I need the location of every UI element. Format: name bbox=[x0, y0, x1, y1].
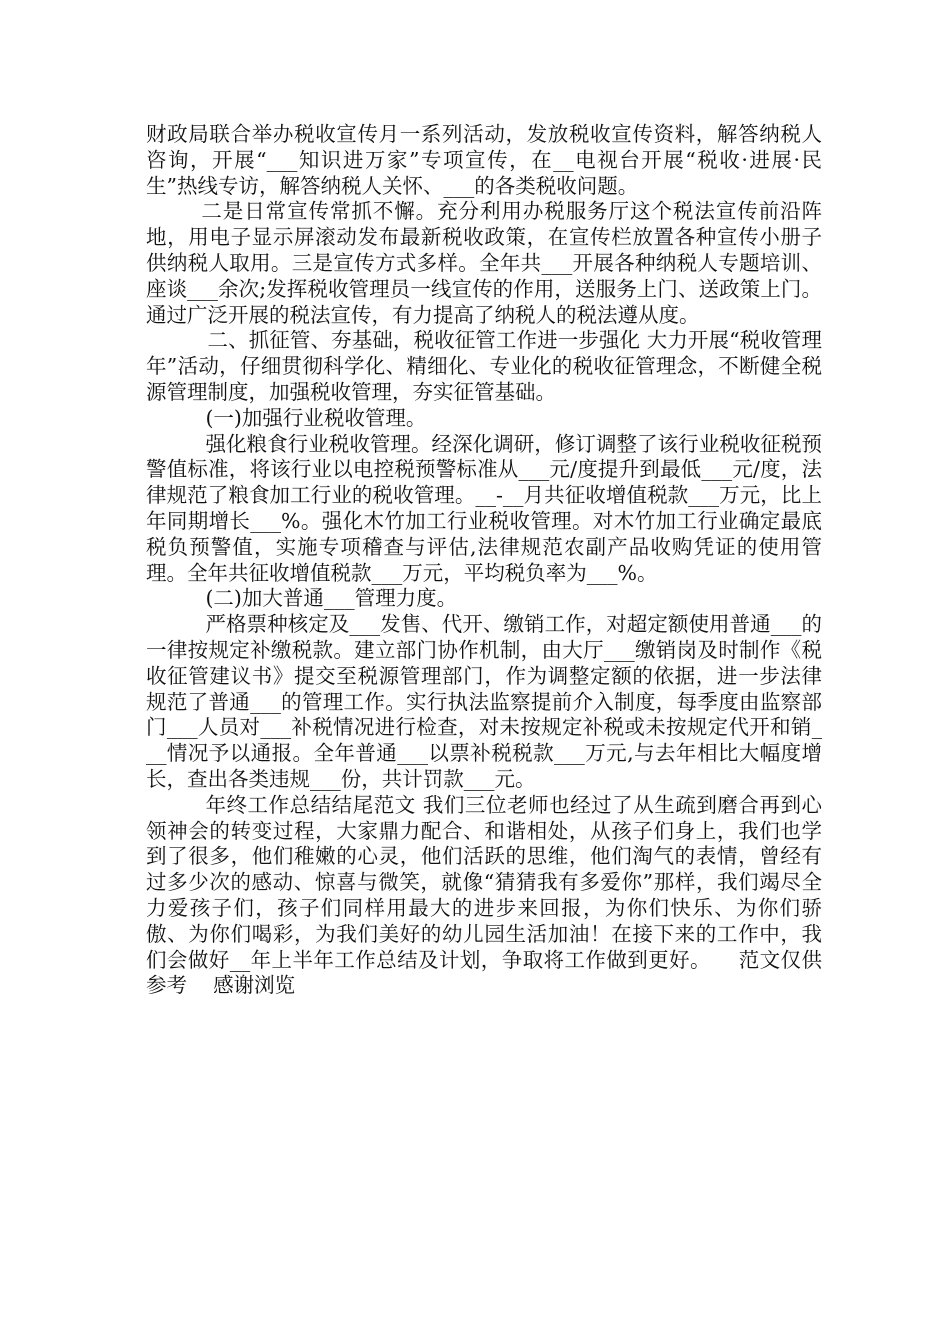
paragraph-1: 财政局联合举办税收宣传月一系列活动，发放税收宣传资料，解答纳税人咨询，开展“___知识进万家”专项宣传，在__电视台开展“税收·进展·民生”热线专访，解答纳税人关怀、___的各类税收问题。 bbox=[146, 122, 822, 198]
paragraph-2: 二是日常宣传常抓不懈。充分利用办税服务厅这个税法宣传前沿阵地，用电子显示屏滚动发布最新税收政策，在宣传栏放置各种宣传小册子供纳税人取用。三是宣传方式多样。全年共___开展各种纳税人专题培训、座谈___余次;发挥税收管理员一线宣传的作用，送服务上门、送政策上门。通过广泛开展的税法宣传，有力提高了纳税人的税法遵从度。 bbox=[146, 199, 822, 327]
paragraph-5: 强化粮食行业税收管理。经深化调研，修订调整了该行业税收征税预警值标准，将该行业以电控税预警标准从___元/度提升到最低___元/度，法律规范了粮食加工行业的税收管理。__-__月共征收增值税款___万元，比上年同期增长___%。强化木竹加工行业税收管理。对木竹加工行业确定最底税负预警值，实施专项稽查与评估,法律规范农副产品收购凭证的使用管理。全年共征收增值税款___万元，平均税负率为___%。 bbox=[146, 431, 822, 585]
paragraph-4-subheading: (一)加强行业税收管理。 bbox=[205, 405, 427, 430]
paragraph-7: 严格票种核定及___发售、代开、缴销工作，对超定额使用普通___的一律按规定补缴税款。建立部门协作机制，由大厅___缴销岗及时制作《税收征管建议书》提交至税源管理部门，作为调整定额的依据，进一步法律规范了普通___的管理工作。实行执法监察提前介入制度，每季度由监察部门___人员对___补税情况进行检查，对未按规定补税或未按规定代开和销___情况予以通报。全年普通___以票补税税款___万元,与去年相比大幅度增长，查出各类违规___份，共计罚款___元。 bbox=[146, 612, 822, 791]
paragraph-8-closing: 年终工作总结结尾范文 我们三位老师也经过了从生疏到磨合再到心领神会的转变过程，大家鼎力配合、和谐相处，从孩子们身上，我们也学到了很多，他们稚嫩的心灵，他们活跃的思维，他们淘气的表情，曾经有过多少次的感动、惊喜与微笑，就像“猜猜我有多爱你”那样，我们竭尽全力爱孩子们，孩子们同样用最大的进步来回报，为你们快乐、为你们骄傲、为你们喝彩，为我们美好的幼儿园生活加油！在接下来的工作中，我们会做好__年上半年工作总结及计划，争取将工作做到更好。 范文仅供参考 感谢浏览 bbox=[146, 792, 822, 998]
paragraph-3-section-heading: 二、抓征管、夯基础，税收征管工作进一步强化 大力开展“税收管理年”活动，仔细贯彻科学化、精细化、专业化的税收征管理念，不断健全税源管理制度，加强税收管理，夯实征管基础。 bbox=[146, 328, 822, 404]
paragraph-6-subheading: (二)加大普通___管理力度。 bbox=[205, 586, 458, 611]
document-body bbox=[146, 122, 822, 999]
